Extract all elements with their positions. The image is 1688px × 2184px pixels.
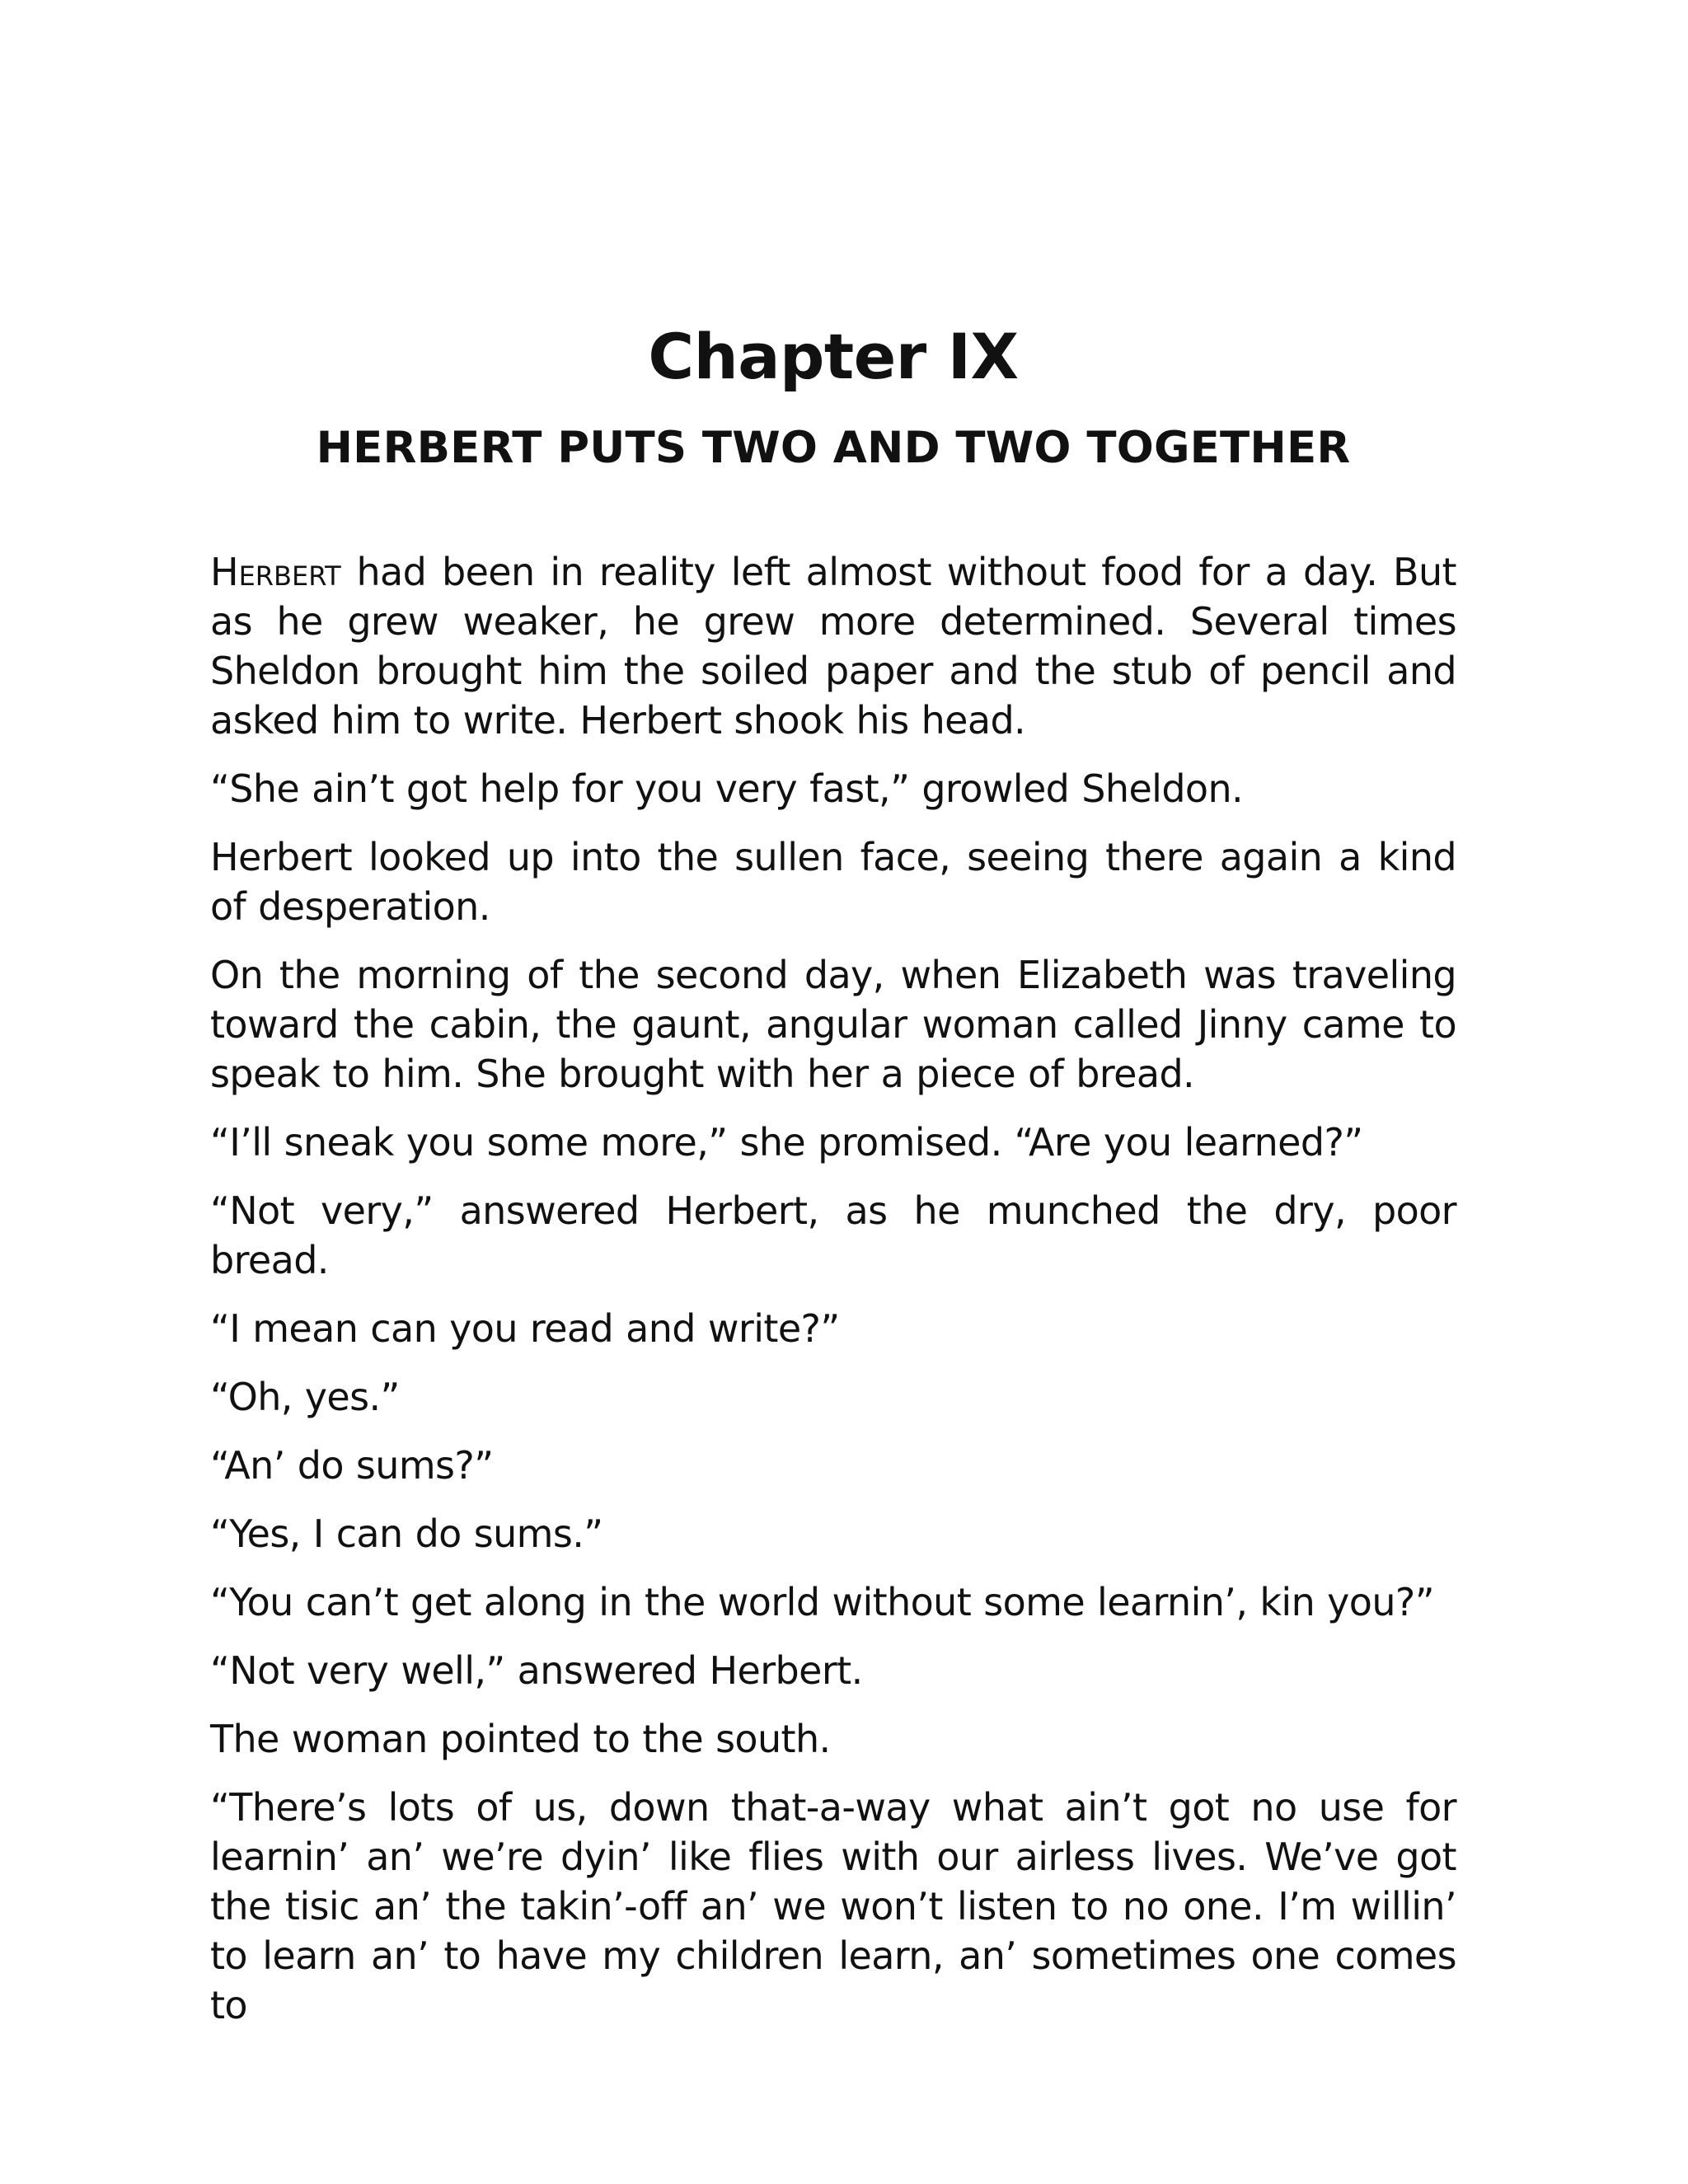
paragraph: Herbert looked up into the sullen face, seeing there again a kind of desperation.: [210, 835, 1456, 929]
paragraph: [210, 547, 1456, 745]
paragraph-text: had been in reality left almost without food for a day. But as he grew weaker, he grew more determined. Several times Sheldon brought him the soiled paper and the stub of pencil and asked him to write. Herbert shook his head.: [210, 550, 1456, 743]
paragraph: “Not very well,” answered Herbert.: [210, 1648, 863, 1693]
paragraph: “Yes, I can do sums.”: [210, 1511, 603, 1556]
paragraph: “There’s lots of us, down that-a-way what ain’t got no use for learnin’ an’ we’re dyin’ like flies with our airless lives. We’ve got the tisic an’ the takin’-off an’ we won’t listen to no one. I’m willin’ to learn an’ to have my children learn, an’ sometimes one comes to: [210, 1785, 1456, 2027]
chapter-number: Chapter IX: [648, 320, 1019, 393]
paragraph: The woman pointed to the south.: [210, 1717, 831, 1761]
paragraph: On the morning of the second day, when Elizabeth was traveling toward the cabin, the gaunt, angular woman called Jinny came to speak to him. She brought with her a piece of bread.: [210, 953, 1456, 1096]
paragraph: “I mean can you read and write?”: [210, 1306, 840, 1351]
paragraph: “Oh, yes.”: [210, 1375, 400, 1419]
paragraph: “You can’t get along in the world without some learnin’, kin you?”: [210, 1580, 1434, 1624]
lead-word: Herbert: [210, 550, 341, 594]
chapter-body: [210, 547, 1456, 2030]
paragraph: “She ain’t got help for you very fast,” growled Sheldon.: [210, 766, 1244, 811]
paragraph: “I’ll sneak you some more,” she promised. “Are you learned?”: [210, 1120, 1363, 1165]
paragraph: “Not very,” answered Herbert, as he munched the dry, poor bread.: [210, 1188, 1456, 1282]
chapter-title: HERBERT PUTS TWO AND TWO TOGETHER: [316, 423, 1351, 473]
paragraph: “An’ do sums?”: [210, 1443, 494, 1488]
book-page: [210, 320, 1456, 2049]
